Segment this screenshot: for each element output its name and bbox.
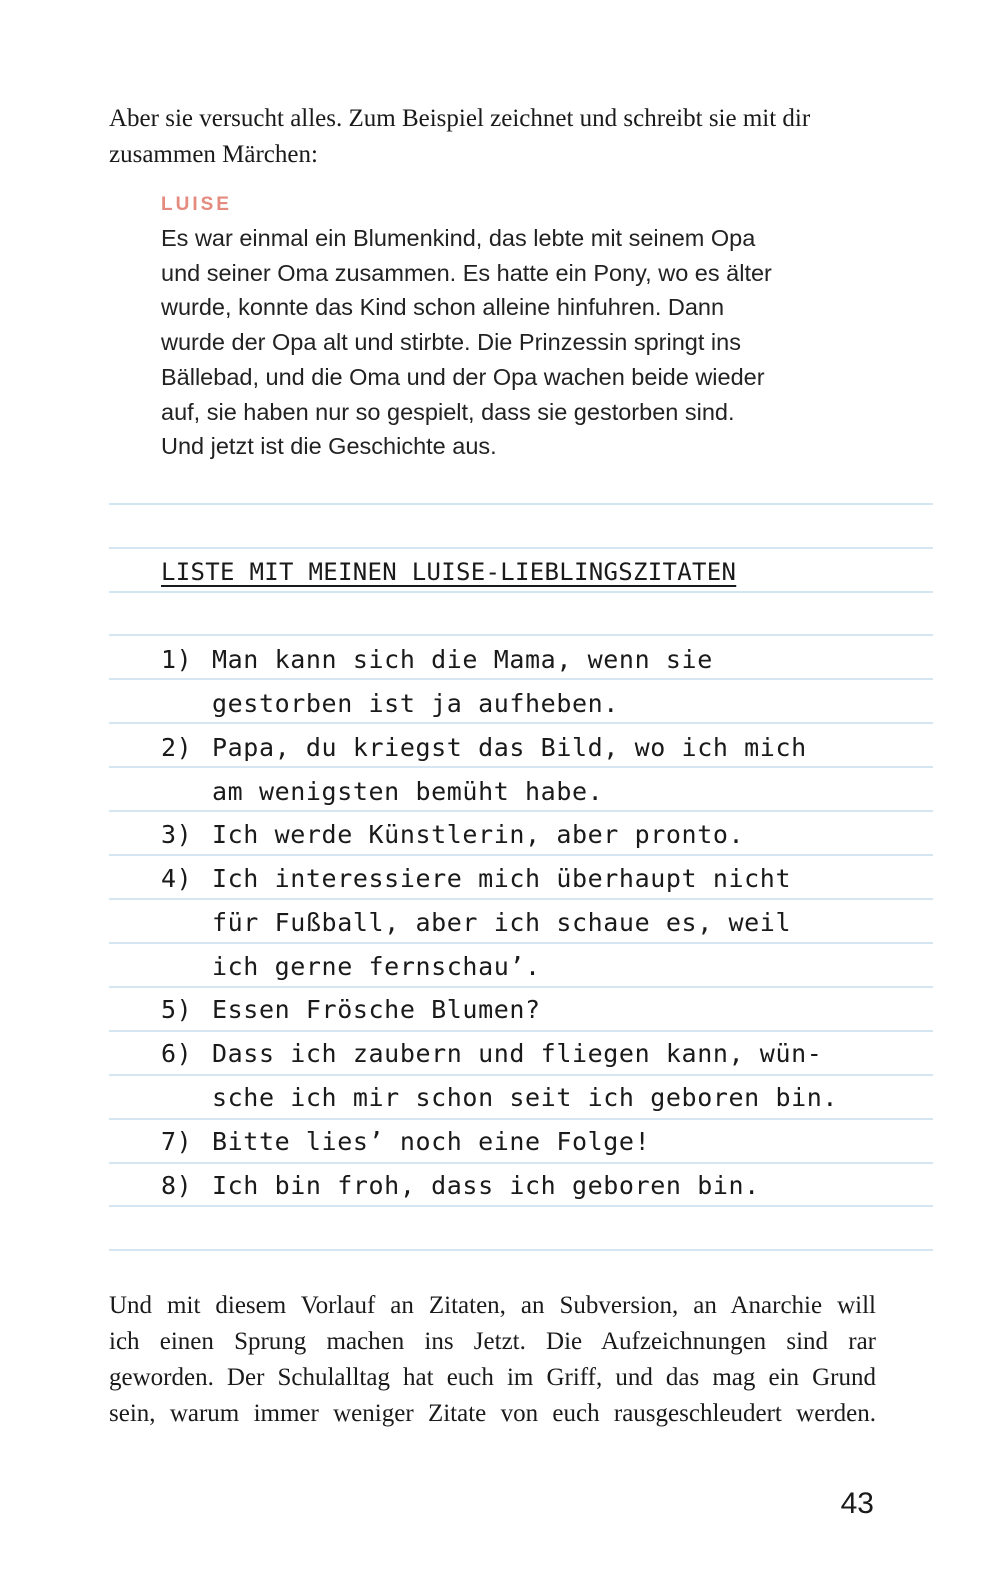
item-text: Bitte lies’ noch eine Folge!	[212, 1127, 651, 1156]
list-item-continuation: für Fußball, aber ich schaue es, weil	[212, 908, 792, 937]
speaker-label: LUISE	[161, 194, 232, 215]
list-item	[161, 857, 791, 901]
item-text: Papa, du kriegst das Bild, wo ich mich	[212, 733, 807, 762]
list-item	[161, 1164, 760, 1208]
page-number: 43	[840, 1487, 874, 1520]
item-number: 2)	[161, 733, 193, 762]
list-item-continuation: ich gerne fernschau’.	[212, 952, 541, 981]
item-text: Dass ich zaubern und fliegen kann, wün-	[212, 1039, 823, 1068]
item-text: Ich interessiere mich überhaupt nicht	[212, 864, 792, 893]
list-item	[161, 988, 541, 1032]
intro-line: zusammen Märchen:	[109, 141, 318, 168]
outro-line: sein, warum immer weniger Zitate von euch rausgeschleudert werden.	[109, 1400, 876, 1427]
list-item	[161, 726, 807, 770]
outro-line: Und mit diesem Vorlauf an Zitaten, an Subversion, an Anarchie will	[109, 1292, 876, 1319]
list-title: LISTE MIT MEINEN LUISE-LIEBLINGSZITATEN	[161, 558, 737, 586]
notebook-rule	[109, 503, 933, 505]
intro-line: Aber sie versucht alles. Zum Beispiel zeichnet und schreibt sie mit dir	[109, 105, 811, 132]
list-item	[161, 813, 744, 857]
outro-paragraph	[109, 1288, 876, 1432]
item-number: 3)	[161, 820, 193, 849]
item-text: Ich werde Künstlerin, aber pronto.	[212, 820, 745, 849]
item-number: 5)	[161, 995, 193, 1024]
item-number: 8)	[161, 1171, 193, 1200]
item-number: 6)	[161, 1039, 193, 1068]
list-item-continuation: sche ich mir schon seit ich geboren bin.	[212, 1083, 839, 1112]
dialog-line: auf, sie haben nur so gespielt, dass sie gestorben sind.	[161, 398, 735, 425]
intro-paragraph	[109, 101, 877, 173]
notebook-rule	[109, 1249, 933, 1251]
item-number: 1)	[161, 645, 193, 674]
outro-line: ich einen Sprung machen ins Jetzt. Die Aufzeichnungen sind rar	[109, 1328, 876, 1355]
notebook-rule	[109, 591, 933, 593]
item-text: Essen Frösche Blumen?	[212, 995, 541, 1024]
dialog-block	[161, 191, 861, 464]
quote-notebook	[109, 482, 933, 1272]
dialog-line: wurde der Opa alt und stirbte. Die Prinzessin springt ins	[161, 329, 741, 356]
list-item	[161, 1032, 822, 1076]
outro-line: geworden. Der Schulalltag hat euch im Griff, und das mag ein Grund	[109, 1364, 876, 1391]
item-text: Ich bin froh, dass ich geboren bin.	[212, 1171, 760, 1200]
notebook-rule	[109, 634, 933, 636]
dialog-line: Bällebad, und die Oma und der Opa wachen beide wieder	[161, 363, 765, 390]
dialog-line: wurde, konnte das Kind schon alleine hinfuhren. Dann	[161, 294, 725, 321]
item-text: Man kann sich die Mama, wenn sie	[212, 645, 713, 674]
dialog-line: Es war einmal ein Blumenkind, das lebte mit seinem Opa	[161, 225, 756, 251]
dialog-line: Und jetzt ist die Geschichte aus.	[161, 433, 497, 460]
list-item-continuation: gestorben ist ja aufheben.	[212, 689, 619, 718]
item-number: 4)	[161, 864, 193, 893]
dialog-line: und seiner Oma zusammen. Es hatte ein Pony, wo es älter	[161, 259, 772, 286]
item-number: 7)	[161, 1127, 193, 1156]
notebook-rule	[109, 547, 933, 549]
list-item	[161, 638, 713, 682]
list-item	[161, 1120, 650, 1164]
list-item-continuation: am wenigsten bemüht habe.	[212, 777, 604, 806]
